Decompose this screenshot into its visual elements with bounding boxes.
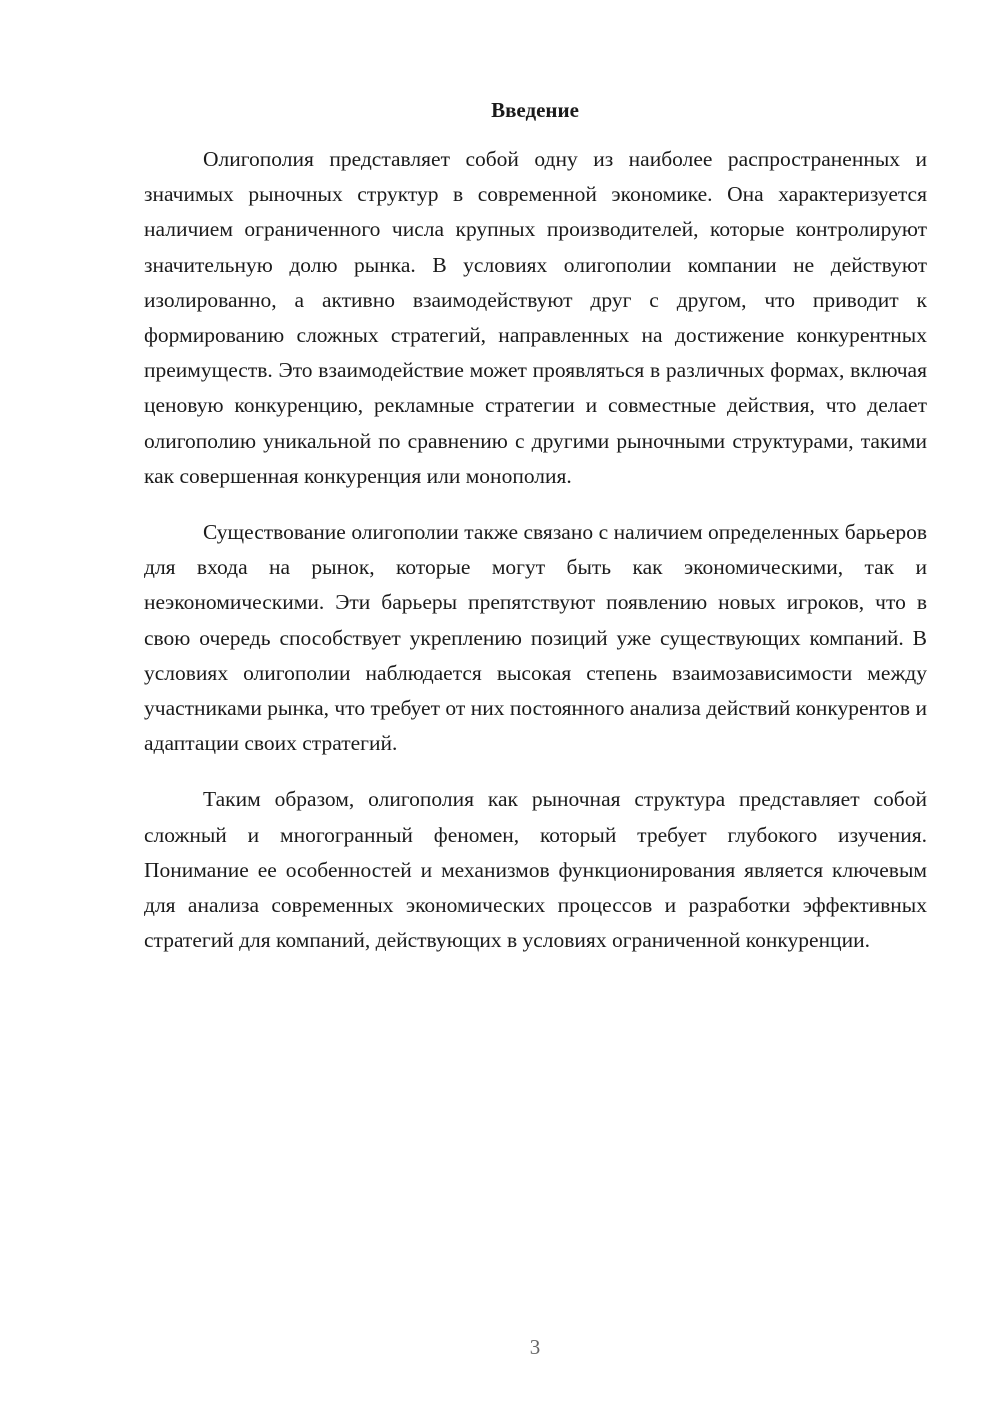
paragraph-1: Олигополия представляет собой одну из наиболее распространенных и значимых рыночных структур в современной экономике. Она характеризуется наличием ограниченного числа крупных производителей, которые контролируют значительную долю рынка. В условиях олигополии компании не действуют изолированно, а активно взаимодействуют друг с другом, что приводит к формированию сложных стратегий, направленных на достижение конкурентных преимуществ. Это взаимодействие может проявляться в различных формах, включая ценовую конкуренцию, рекламные стратегии и совместные действия, что делает олигополию уникальной по сравнению с другими рыночными структурами, такими как совершенная конкуренция или монополия. — [144, 147, 927, 488]
document-body — [144, 142, 927, 958]
page-number: 3 — [529, 1335, 541, 1359]
paragraph-2: Существование олигополии также связано с наличием определенных барьеров для входа на рынок, которые могут быть как экономическими, так и неэкономическими. Эти барьеры препятствуют появлению новых игроков, что в свою очередь способствует укреплению позиций уже существующих компаний. В условиях олигополии наблюдается высокая степень взаимозависимости между участниками рынка, что требует от них постоянного анализа действий конкурентов и адаптации своих стратегий. — [144, 520, 927, 756]
paragraph-3: Таким образом, олигополия как рыночная структура представляет собой сложный и многогранный феномен, который требует глубокого изучения. Понимание ее особенностей и механизмов функционирования является ключевым для анализа современных экономических процессов и разработки эффективных стратегий для компаний, действующих в условиях ограниченной конкуренции. — [144, 787, 927, 953]
section-title: Введение — [491, 98, 579, 122]
